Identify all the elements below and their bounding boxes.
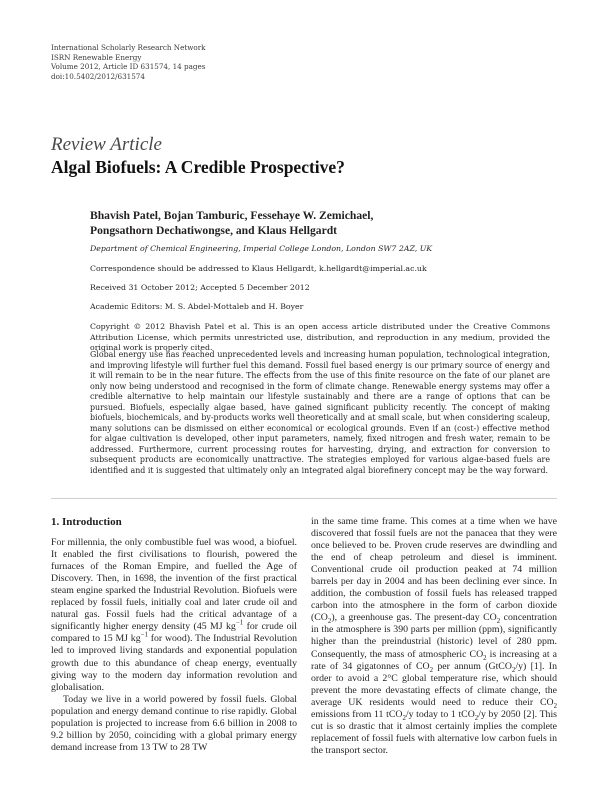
abstract: Global energy use has reached unprecedented levels and increasing human population, technological integration, and improving lifestyle will further fuel this demand. Fossil fuel based energy is our primary source of energy and it will remain to be in the near future. The effects from the use of this finite resource on the fate of our planet are only now being understood and recognised in the form of climate change. Renewable energy systems may offer a credible alternative to help maintain our lifestyle sustainably and there are a range of options that can be pursued. Biofuels, especially algae based, have gained significant publicity recently. The concept of making biofuels, biochemicals, and by-products works well theoretically and at small scale, but when considering scaleup, many solutions can be dismissed on either economical or ecological grounds. Even if an (cost-) effective method for algae cultivation is developed, other input parameters, namely, fixed nitrogen and fresh water, remain to be addressed. Furthermore, current processing routes for harvesting, drying, and extraction for conversion to subsequent products are economically unattractive. The strategies employed for various algae-based fuels are identified and it is suggested that ultimately only an integrated algal biorefinery concept may be the way forward. [90,350,550,476]
article-type: Review Article [51,134,162,155]
publication-name: ISRN Renewable Energy [51,52,142,62]
affiliation: Department of Chemical Engineering, Imperial College London, London SW7 2AZ, UK [90,244,433,253]
dates: Received 31 October 2012; Accepted 5 December 2012 [90,283,310,292]
authors-line-1: Bhavish Patel, Bojan Tamburic, Fessehaye W. Zemichael, [90,209,374,222]
journal-header [51,43,206,81]
doi: doi:10.5402/2012/631574 [51,71,145,81]
authors-line-2: Pongsathorn Dechatiwongse, and Klaus Hellgardt [90,224,338,237]
correspondence: Correspondence should be addressed to Klaus Hellgardt, k.hellgardt@imperial.ac.uk [90,264,427,273]
paragraph-2-continued: in the same time frame. This comes at a time when we have discovered that fossil fuels are not the panacea that they were once believed to be. Proven crude reserves are dwindling and the end of cheap petroleum and diesel is imminent. Conventional crude oil production peaked at 74 million barrels per day in 2004 and has been declining ever since. In addition, the combustion of fossil fuels has released trapped carbon into the atmosphere in the form of carbon dioxide $(CO_2)$, a greenhouse gas. The present-day $CO_2$ concentration in the atmosphere is 390 parts per million (ppm), significantly higher than the preindustrial (historic) level of 280 ppm. Consequently, the mass of atmospheric $CO_2$ is increasing at a rate of 34 gigatonnes of $CO_2$ per annum (GtCO$_2$/y) [1]. In order to avoid a 2°C global temperature rise, which should prevent the more devastating effects of climate change, the average UK residents would need to reduce their $CO_2$ emissions from 11 tCO$_2$/y today to 1 tCO$_2$/y by 2050 [2]. This cut is so drastic that it almost certainly implies the complete replacement of fossil fuels with alternative low carbon fuels in the transport sector. [311,516,557,756]
volume-line: Volume 2012, Article ID 631574, 14 pages [51,62,206,71]
paragraph-1: For millennia, the only combustible fuel was wood, a biofuel. It enabled the first civilisations to flourish, powered the furnaces of the Roman Empire, and fuelled the Age of Discovery. Then, in 1698, the invention of the first practical steam engine sparked the Industrial Revolution. Biofuels were replaced by fossil fuels, initially coal and later crude oil and natural gas. Fossil fuels had the critical advantage of a significantly higher energy density (45 MJ $kg^{-1}$ for crude oil compared to 15 MJ $kg^{-1}$ for wood). The Industrial Revolution led to improved living standards and exponential population growth due to this abundance of cheap energy, eventually giving way to the modern day information revolution and globalisation. [51,537,297,693]
copyright: Copyright © 2012 Bhavish Patel et al. This is an open access article distributed under the Creative Commons Attribution License, which permits unrestricted use, distribution, and reproduction in any medium, provided the original work is properly cited. [90,322,550,352]
article-title: Algal Biofuels: A Credible Prospective? [51,157,345,177]
authors [90,208,560,238]
section-heading: 1. Introduction [51,516,122,528]
paragraph-2: Today we live in a world powered by fossil fuels. Global population and energy demand continue to rise rapidly. Global population is projected to increase from 6.6 billion in 2008 to 9.2 billion by 2050, coinciding with a global primary energy demand increase from 13 TW to 28 TW [51,693,297,753]
right-column [311,516,557,757]
journal-name: International Scholarly Research Network [51,43,206,52]
divider [51,498,557,499]
left-column [51,516,297,754]
academic-editors: Academic Editors: M. S. Abdel-Mottaleb and H. Boyer [90,302,304,311]
